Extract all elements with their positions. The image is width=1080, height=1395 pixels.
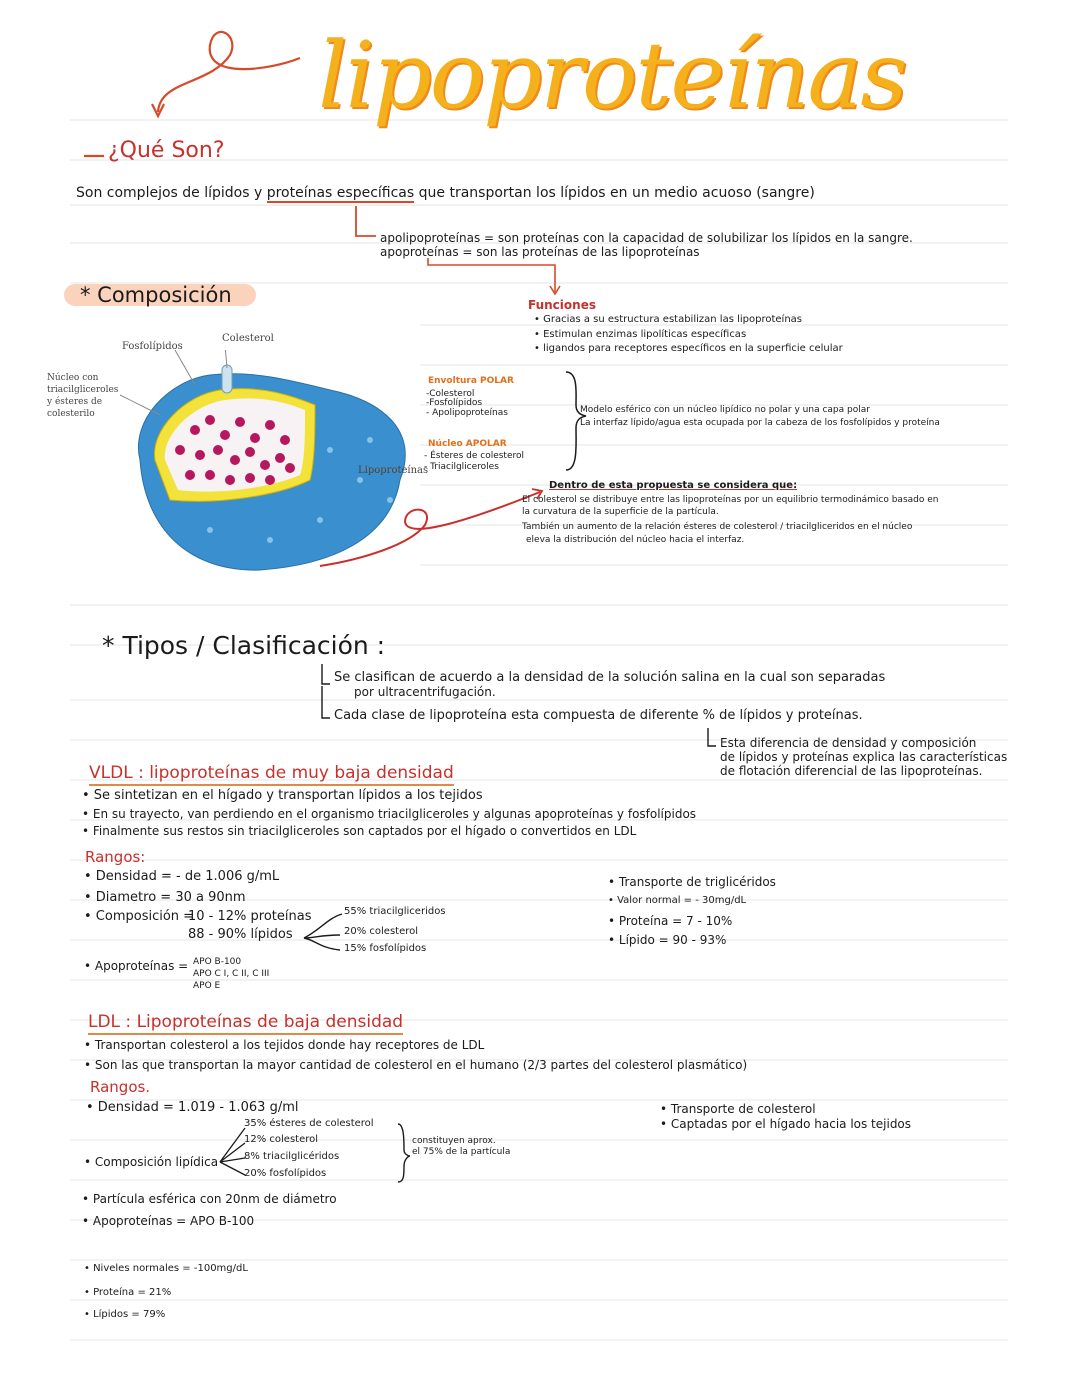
modelo-2: La interfaz lípido/agua esta ocupada por la cabeza de los fosfolípidos y proteína (580, 418, 940, 428)
vldl-right-2: • Valor normal = - 30mg/dL (608, 895, 747, 906)
propuesta-2: la curvatura de la superficie de la partícula. (522, 507, 719, 517)
vldl-comp-lipidos: 88 - 90% lípidos (188, 927, 293, 942)
ldl-densidad: • Densidad = 1.019 - 1.063 g/ml (86, 1100, 299, 1115)
vldl-apo-label: • Apoproteínas = (84, 959, 189, 973)
ldl-right-2: • Captadas por el hígado hacia los tejidos (660, 1117, 912, 1131)
vldl-bullet-1: • Se sintetizan en el hígado y transportan lípidos a los tejidos (82, 788, 483, 803)
vldl-heading: VLDL : lipoproteínas de muy baja densidad (89, 764, 454, 786)
ldl-comp-fosfolipidos: 20% fosfolípidos (244, 1168, 327, 1179)
vldl-comp-proteinas: 10 - 12% proteínas (188, 909, 312, 924)
section-heading-que-son: ¿Qué Son? (108, 138, 225, 163)
diagram-label-lipoproteinas: Lipoproteínas (358, 465, 429, 476)
vldl-right-4: • Lípido = 90 - 93% (608, 933, 727, 947)
vldl-rangos: Rangos: (85, 848, 146, 866)
vldl-right-3: • Proteína = 7 - 10% (608, 914, 733, 928)
diagram-label-nucleo-3: y ésteres de (47, 397, 103, 407)
tipos-line-2: Cada clase de lipoproteína esta compuesta de diferente % de lípidos y proteínas. (334, 708, 863, 723)
definition-highlight: proteínas específicas (266, 185, 415, 201)
diagram-label-nucleo-4: colesterilo (47, 409, 95, 419)
vldl-composicion-label: • Composición = (84, 909, 195, 924)
ldl-particula: • Partícula esférica con 20nm de diámetro (82, 1192, 337, 1206)
diagram-label-fosfolipidos: Fosfolípidos (122, 341, 183, 352)
ldl-apo: • Apoproteínas = APO B-100 (82, 1214, 255, 1228)
tipos-note-2: de lípidos y proteínas explica las características (720, 750, 1008, 764)
funcion-3: • ligandos para receptores específicos en la superficie celular (534, 343, 843, 354)
nucleo-2: - Triacilgliceroles (424, 462, 499, 472)
apoproteinas-note: apoproteínas = son las proteínas de las lipoproteínas (380, 245, 700, 259)
ldl-rangos: Rangos. (90, 1078, 151, 1096)
nucleo-1: - Ésteres de colesterol (424, 451, 525, 461)
ldl-lipidos: • Lípidos = 79% (84, 1309, 166, 1320)
vldl-lip-fosfolipidos: 15% fosfolípidos (344, 943, 427, 954)
ldl-heading: LDL : Lipoproteínas de baja densidad (88, 1013, 403, 1035)
ldl-comp-note-1: constituyen aprox. (412, 1136, 496, 1146)
page-title: lipoproteínas (318, 22, 906, 129)
vldl-bullet-3: • Finalmente sus restos sin triacilgliceroles son captados por el hígado o convertidos en LDL (82, 824, 637, 838)
vldl-lip-triacil: 55% triacilgliceridos (344, 906, 446, 917)
vldl-apo-2: APO C I, C II, C III (193, 969, 270, 979)
ldl-niveles: • Niveles normales = -100mg/dL (84, 1263, 248, 1274)
vldl-bullet-2: • En su trayecto, van perdiendo en el organismo triacilgliceroles y algunas apoproteínas y fosfolípidos (82, 807, 697, 821)
tipos-line-1b: por ultracentrifugación. (354, 685, 496, 699)
funcion-1: • Gracias a su estructura estabilizan las lipoproteínas (534, 314, 802, 325)
ldl-right-1: • Transporte de colesterol (660, 1102, 816, 1116)
ldl-bullet-2: • Son las que transportan la mayor cantidad de colesterol en el humano (2/3 partes del colesterol plasmático) (84, 1058, 748, 1072)
tipos-note-3: de flotación diferencial de las lipoproteínas. (720, 764, 983, 778)
propuesta-4: eleva la distribución del núcleo hacia el interfaz. (526, 535, 745, 545)
ldl-comp-note-2: el 75% de la partícula (412, 1147, 511, 1157)
envoltura-2: -Fosfolípidos (426, 398, 483, 408)
diagram-label-nucleo-2: triacilgliceroles (47, 385, 119, 395)
vldl-apo-1: APO B-100 (193, 957, 242, 967)
tipos-line-1: Se clasifican de acuerdo a la densidad de la solución salina en la cual son separadas (334, 670, 886, 685)
diagram-label-colesterol: Colesterol (222, 333, 274, 344)
vldl-apo-3: APO E (193, 981, 221, 991)
propuesta-3: También un aumento de la relación ésteres de colesterol / triacilgliceridos en el núcleo (522, 522, 913, 532)
propuesta-title: Dentro de esta propuesta se considera que: (549, 480, 798, 491)
vldl-diametro: • Diametro = 30 a 90nm (84, 890, 246, 905)
ldl-proteina: • Proteína = 21% (84, 1287, 172, 1298)
section-heading-tipos: * Tipos / Clasificación : (102, 631, 386, 660)
apolipoproteinas-note: apolipoproteínas = son proteínas con la capacidad de solubilizar los lípidos en la sangre. (380, 231, 913, 245)
funciones-title: Funciones (528, 298, 596, 312)
definition-pre: Son complejos de lípidos y (76, 185, 267, 201)
ldl-comp-esteres: 35% ésteres de colesterol (244, 1118, 374, 1129)
vldl-lip-colesterol: 20% colesterol (344, 926, 419, 937)
vldl-densidad: • Densidad = - de 1.006 g/mL (84, 869, 280, 884)
ldl-bullet-1: • Transportan colesterol a los tejidos donde hay receptores de LDL (84, 1038, 485, 1052)
funcion-2: • Estimulan enzimas lipolíticas específicas (534, 329, 747, 340)
propuesta-1: El colesterol se distribuye entre las lipoproteínas por un equilibrio termodinámico basado en (522, 495, 939, 505)
envoltura-title: Envoltura POLAR (428, 376, 514, 386)
section-heading-composicion: * Composición (80, 283, 232, 307)
vldl-right-1: • Transporte de triglicéridos (608, 875, 776, 889)
ldl-comp-colesterol: 12% colesterol (244, 1134, 319, 1145)
definition-text (76, 185, 815, 201)
tipos-note-1: Esta diferencia de densidad y composición (720, 736, 977, 750)
envoltura-3: - Apolipoproteínas (426, 408, 508, 418)
envoltura-1: -Colesterol (426, 389, 475, 399)
ldl-comp-triacil: 8% triacilglicéridos (244, 1151, 340, 1162)
diagram-label-nucleo-1: Núcleo con (47, 373, 99, 383)
nucleo-title: Núcleo APOLAR (428, 439, 507, 449)
modelo-1: Modelo esférico con un núcleo lipídico no polar y una capa polar (580, 405, 870, 415)
definition-post: que transportan los lípidos en un medio acuoso (sangre) (414, 185, 815, 201)
ldl-comp-label: • Composición lipídica (84, 1155, 219, 1169)
